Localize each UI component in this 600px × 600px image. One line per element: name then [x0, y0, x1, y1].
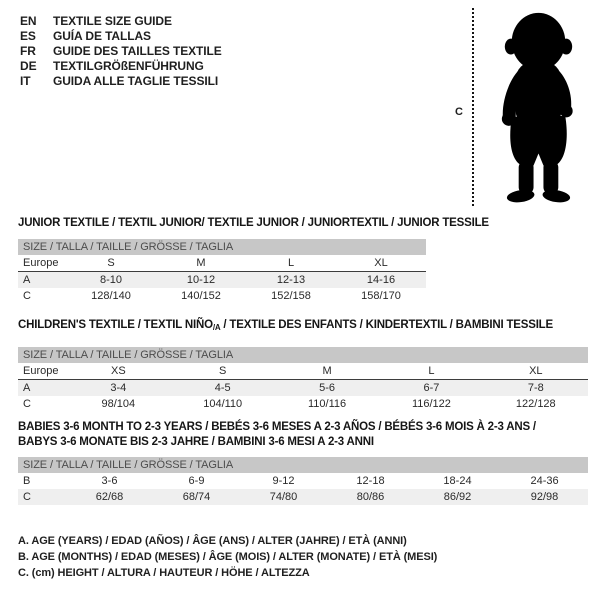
- table-row-a: [18, 380, 588, 397]
- table-header-row: [18, 347, 588, 363]
- language-code: ES: [20, 29, 36, 43]
- table-header-row: [18, 457, 588, 473]
- size-header-label: SIZE / TALLA / TAILLE / GRÖSSE / TAGLIA: [18, 457, 588, 473]
- table-cell: 62/68: [66, 489, 153, 505]
- baby-silhouette-icon: [486, 5, 590, 210]
- table-cell: 152/158: [271, 290, 311, 302]
- language-list: [20, 14, 222, 89]
- table-cell: M: [156, 255, 246, 272]
- table-cell: 12-13: [246, 272, 336, 289]
- size-header-label: SIZE / TALLA / TAILLE / GRÖSSE / TAGLIA: [18, 347, 588, 363]
- table-cell: 6-7: [379, 380, 483, 397]
- table-cell: 80/86: [327, 489, 414, 505]
- table-cell: 8-10: [66, 272, 156, 289]
- footnote-a: A. AGE (YEARS) / EDAD (AÑOS) / ÂGE (ANS) / ALTER (JAHRE) / ETÀ (ANNI): [18, 535, 407, 547]
- footnotes: [18, 533, 437, 581]
- language-label: TEXTILE SIZE GUIDE: [53, 14, 172, 28]
- table-cell: 116/122: [411, 398, 451, 410]
- language-row-de: [20, 59, 222, 74]
- table-cell: XL: [336, 255, 426, 272]
- table-cell: 86/92: [414, 489, 501, 505]
- table-row-c: [18, 489, 588, 505]
- table-cell: 7-8: [484, 380, 588, 397]
- table-cell: 9-12: [272, 475, 295, 487]
- table-row-c: [18, 288, 426, 304]
- table-row-c: [18, 396, 588, 412]
- table-row-a: [18, 272, 426, 289]
- table-cell: 128/140: [91, 290, 131, 302]
- table-cell: 122/128: [515, 398, 556, 410]
- table-row-b: [18, 473, 588, 489]
- row-label: A: [18, 380, 66, 397]
- table-cell: 98/104: [101, 398, 136, 410]
- table-cell: L: [379, 363, 483, 380]
- junior-section-title: JUNIOR TEXTILE / TEXTIL JUNIOR/ TEXTILE JUNIOR / JUNIORTEXTIL / JUNIOR TESSILE: [18, 217, 489, 229]
- row-label: C: [23, 398, 31, 410]
- language-label: GUIDA ALLE TAGLIE TESSILI: [53, 74, 219, 88]
- table-row-europe: [18, 255, 426, 272]
- children-title-part2: / TEXTILE DES ENFANTS / KINDERTEXTIL / BAMBINI TESSILE: [220, 319, 553, 331]
- footnote-c: C. (cm) HEIGHT / ALTURA / HAUTEUR / HÖHE / ALTEZZA: [18, 567, 310, 579]
- table-cell: S: [171, 363, 275, 380]
- table-cell: M: [275, 363, 379, 380]
- table-cell: 3-6: [101, 475, 118, 487]
- table-cell: 4-5: [171, 380, 275, 397]
- table-cell: 158/170: [361, 290, 401, 302]
- table-cell: 18-24: [443, 475, 472, 487]
- language-row-it: [20, 74, 222, 89]
- row-label: C: [18, 489, 66, 505]
- table-cell: 5-6: [275, 380, 379, 397]
- table-cell: 140/152: [181, 290, 221, 302]
- table-cell: 10-12: [156, 272, 246, 289]
- row-label: Europe: [18, 255, 66, 272]
- children-title-subscript: /A: [212, 323, 221, 332]
- language-label: GUIDE DES TAILLES TEXTILE: [53, 44, 222, 58]
- row-label: A: [18, 272, 66, 289]
- language-row-es: [20, 29, 222, 44]
- table-cell: XS: [66, 363, 170, 380]
- table-cell: XL: [484, 363, 588, 380]
- table-cell: 110/116: [307, 398, 347, 410]
- language-code: DE: [20, 59, 37, 73]
- table-cell: 12-18: [356, 475, 385, 487]
- language-row-fr: [20, 44, 222, 59]
- table-cell: 24-36: [530, 475, 559, 487]
- footnote-b: B. AGE (MONTHS) / EDAD (MESES) / ÂGE (MOIS) / ALTER (MONATE) / ETÀ (MESI): [18, 551, 438, 563]
- table-cell: 104/110: [203, 398, 243, 410]
- babies-size-table: [18, 457, 588, 505]
- row-label: Europe: [18, 363, 66, 380]
- language-label: TEXTILGRÖßENFÜHRUNG: [53, 59, 204, 73]
- row-label: B: [23, 475, 31, 487]
- table-cell: 3-4: [66, 380, 170, 397]
- table-cell: L: [246, 255, 336, 272]
- row-label: C: [23, 290, 31, 302]
- babies-title-line2: BABYS 3-6 MONATE BIS 2-3 JAHRE / BAMBINI 3-6 MESI A 2-3 ANNI: [18, 435, 374, 448]
- table-row-europe: [18, 363, 588, 380]
- language-code: FR: [20, 44, 36, 58]
- table-cell: 92/98: [501, 489, 588, 505]
- table-cell: 6-9: [188, 475, 205, 487]
- children-title-part1: CHILDREN'S TEXTILE / TEXTIL NIÑO: [18, 319, 213, 331]
- children-section-title: [18, 319, 553, 332]
- language-code: EN: [20, 14, 37, 28]
- size-header-label: SIZE / TALLA / TAILLE / GRÖSSE / TAGLIA: [18, 239, 426, 255]
- language-row-en: [20, 14, 222, 29]
- babies-title-line1: BABIES 3-6 MONTH TO 2-3 YEARS / BEBÉS 3-6 MESES A 2-3 AÑOS / BÉBÉS 3-6 MOIS À 2-3 ANS /: [18, 421, 536, 433]
- children-size-table: [18, 347, 588, 412]
- height-measure-label: C: [455, 106, 463, 118]
- table-header-row: [18, 239, 426, 255]
- babies-section-title: [18, 420, 593, 449]
- table-cell: 68/74: [153, 489, 240, 505]
- language-code: IT: [20, 74, 31, 88]
- junior-size-table: [18, 239, 425, 304]
- table-cell: 14-16: [336, 272, 426, 289]
- table-cell: S: [66, 255, 156, 272]
- table-cell: 74/80: [240, 489, 327, 505]
- language-label: GUÍA DE TALLAS: [53, 29, 151, 43]
- height-measure-dotted-line: [472, 8, 474, 206]
